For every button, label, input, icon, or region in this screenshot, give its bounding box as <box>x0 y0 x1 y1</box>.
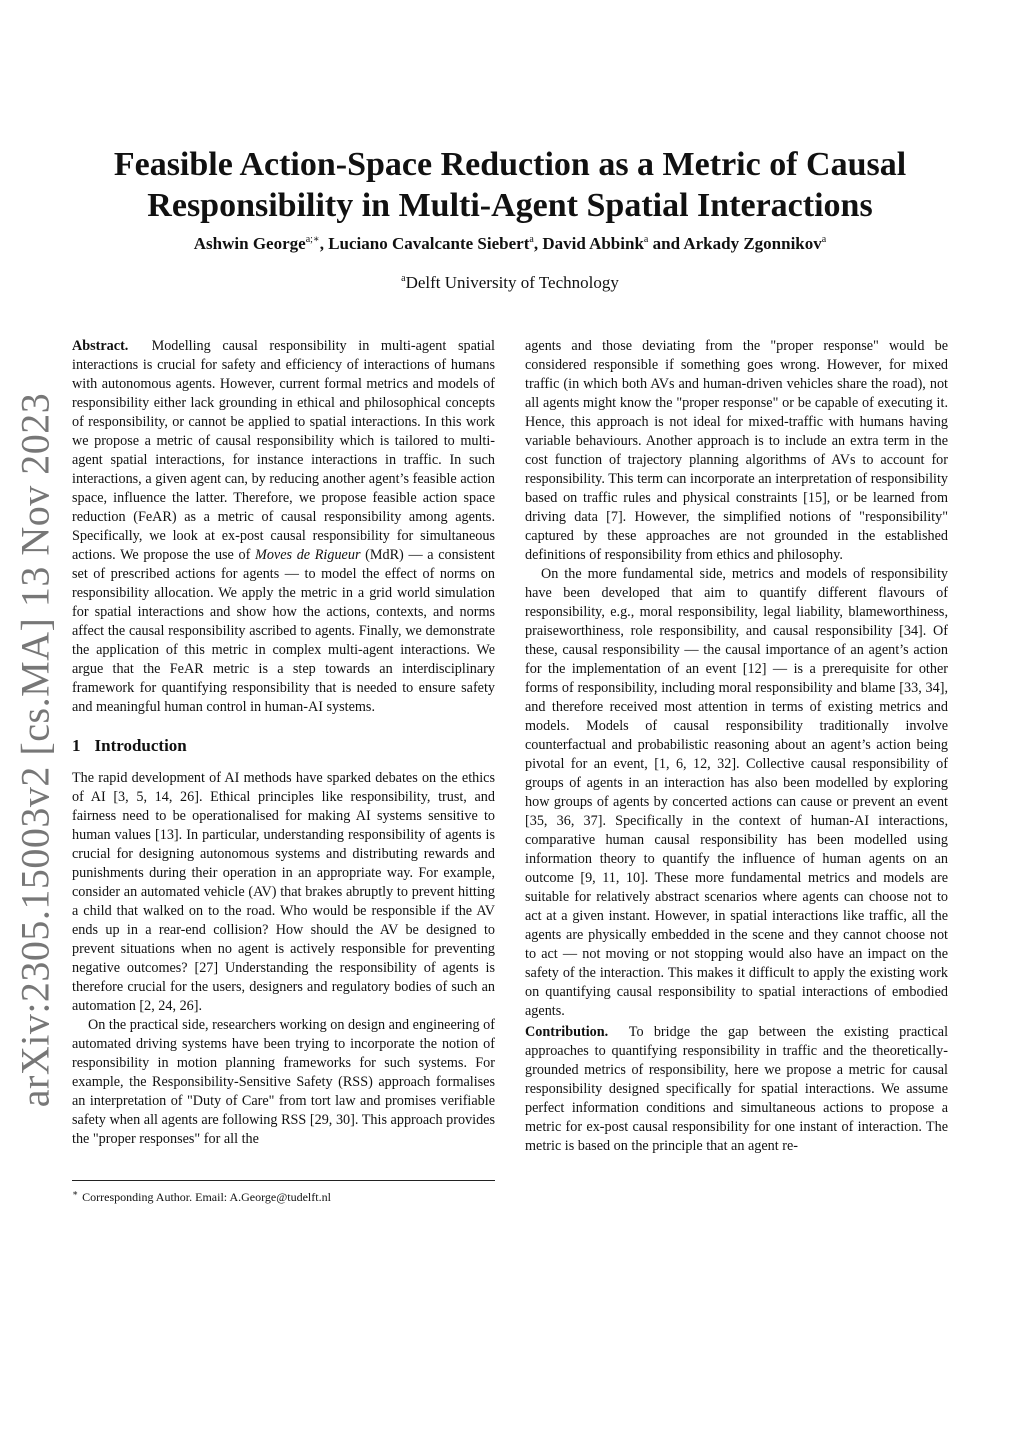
abstract <box>72 337 495 717</box>
author-name: Ashwin George <box>193 234 306 253</box>
author-separator: and <box>648 234 684 253</box>
footnote-text: Corresponding Author. Email: A.George@tudelft.nl <box>82 1190 331 1204</box>
author-name: David Abbink <box>542 234 644 253</box>
right-paragraph-2: On the more fundamental side, metrics and models of responsibility have been developed that aim to quantify different flavours of responsibility, e.g., moral responsibility, legal liability, blameworthiness, praiseworthiness, role responsibility, and causal responsibility [34]. Of these, causal responsibility — the causal importance of an agent’s action for the implementation of an event [12] — is a prerequisite for other forms of responsibility, including moral responsibility and blame [33, 34], and therefore received most attention in terms of existing metrics and models. Models of causal responsibility traditionally involve counterfactual and probabilistic reasoning about an agent’s action being pivotal for an event, [1, 6, 12, 32]. Collective causal responsibility of groups of agents in an interaction has also been modelled by exploring how groups of agents by concerted actions can cause or prevent an event [35, 36, 37]. Specifically in the context of human-AI interactions, comparative human causal responsibility has been modelled using information theory to quantify the influence of human agents on an outcome [9, 11, 10]. These more fundamental metrics and models are suitable for relatively abstract scenarios where agents can choose not to act at a given instant. However, in spatial interactions like traffic, all the agents are physically embedded in the scene and they cannot choose not to act — not moving or not stopping would also have an impact on the safety of the interaction. This makes it difficult to apply the existing work on quantifying causal responsibility to spatial interactions of embodied agents. <box>525 566 948 1019</box>
author-name: Arkady Zgonnikov <box>683 234 822 253</box>
author-affiliation-mark: a <box>643 234 649 245</box>
author-separator: , <box>319 234 329 253</box>
affiliation-mark: a <box>401 273 406 284</box>
section-title: Introduction <box>94 736 187 755</box>
author-affiliation-mark: a <box>821 234 827 245</box>
title-line-2: Responsibility in Multi-Agent Spatial Interactions <box>147 187 873 224</box>
section-number: 1 <box>72 736 81 755</box>
right-column <box>525 337 948 1156</box>
contribution-label: Contribution. <box>525 1024 609 1040</box>
footnote <box>72 1186 495 1205</box>
section-heading <box>72 735 495 757</box>
title-line-1: Feasible Action-Space Reduction as a Metric of Causal <box>113 146 907 183</box>
intro-paragraph-1: The rapid development of AI methods have sparked debates on the ethics of AI [3, 5, 14, 26]. Ethical principles like responsibility, trust, and fairness need to be operationalised for making AI systems sensitive to human values [13]. In particular, understanding responsibility of agents is crucial for designing autonomous systems and distributing rewards and punishments during their operation in an appropriate way. For example, consider an automated vehicle (AV) that brakes abruptly to prevent hitting a child that walked on to the road. Who would be responsible if the AV ends up in a rear-end collision? How should the AV be designed to prevent situations when no agent is actively responsible for preventing negative outcomes? [27] Understanding the responsibility of agents is therefore crucial for the users, designers and regulatory bodies of such an automation [2, 24, 26]. <box>72 770 495 1014</box>
paper-title <box>60 144 960 226</box>
contribution-text: To bridge the gap between the existing practical approaches to quantifying responsibility in traffic and the theoretically-grounded metrics of responsibility, here we propose a metric for causal responsibility designed specifically for spatial interactions. We assume perfect information conditions and simultaneous actions to propose a metric for ex-post causal responsibility for one instant of interaction. The metric is based on the principle that an agent re- <box>525 1024 949 1154</box>
affiliation-name: Delft University of Technology <box>405 273 619 292</box>
abstract-text-2: (MdR) — a consistent set of prescribed actions for agents — to model the effect of norms on responsibility allocation. We apply the metric in a grid world simulation for spatial interactions and show how the actions, contexts, and norms affect the causal responsibility ascribed to agents. Finally, we demonstrate the application of this metric in complex multi-agent interactions. We argue that the FeAR metric is a step towards an interdisciplinary framework for quantifying responsibility that is needed to ensure safety and meaningful human control in human-AI systems. <box>72 547 496 715</box>
author-affiliation-mark: a;∗ <box>305 234 320 245</box>
abstract-text-1: Modelling causal responsibility in multi-agent spatial interactions is crucial for safety and efficiency of interactions of humans with autonomous agents. However, current formal metrics and models of responsibility either lack grounding in ethical and philosophical concepts of responsibility, or cannot be applied to spatial interactions. In this work we propose a metric of causal responsibility which is tailored to multi-agent spatial interactions, for instance interactions in traffic. In such interactions, a given agent can, by reducing another agent’s feasible action space, influence the latter. Therefore, we propose feasible action space reduction (FeAR) as a metric of causal responsibility among agents. Specifically, we look at ex-post causal responsibility for simultaneous actions. We propose the use of <box>72 338 495 563</box>
contribution-paragraph <box>525 1023 948 1156</box>
footnote-rule <box>72 1180 495 1181</box>
author-separator: , <box>533 234 543 253</box>
arxiv-stamp <box>12 392 58 1108</box>
arxiv-id: arXiv:2305.15003v2 [cs.MA] 13 Nov 2023 <box>12 392 58 1108</box>
footnote-mark: ∗ <box>72 1188 79 1198</box>
abstract-italic-term: Moves de Rigueur <box>255 547 361 563</box>
author-list <box>60 234 960 254</box>
intro-paragraph-2: On the practical side, researchers working on design and engineering of automated driving systems have been trying to incorporate the notion of responsibility in motion planning frameworks for such systems. For example, the Responsibility-Sensitive Safety (RSS) approach formalises an interpretation of "Duty of Care" from tort law and promises verifiable safety when all agents are following RSS [29, 30]. This approach provides the "proper responses" for all the <box>72 1017 495 1147</box>
affiliation <box>60 273 960 293</box>
author-name: Luciano Cavalcante Siebert <box>328 234 530 253</box>
abstract-label: Abstract. <box>72 338 129 354</box>
author-affiliation-mark: a <box>529 234 534 245</box>
left-column <box>72 337 495 1149</box>
right-paragraph-1: agents and those deviating from the "proper response" would be considered responsible if something goes wrong. However, for mixed traffic (in which both AVs and human-driven vehicles share the road), not all agents might know the "proper response" or be capable of executing it. Hence, this approach is not ideal for mixed-traffic with humans having variable behaviours. Another approach is to include an extra term in the cost function of trajectory planning algorithms of AVs to account for responsibility. This term can incorporate an interpretation of responsibility based on traffic rules and physical constraints [15], or be learned from driving data [7]. However, the simplified notions of "responsibility" captured by these approaches are not grounded in the established definitions of responsibility from ethics and philosophy. <box>525 338 948 563</box>
